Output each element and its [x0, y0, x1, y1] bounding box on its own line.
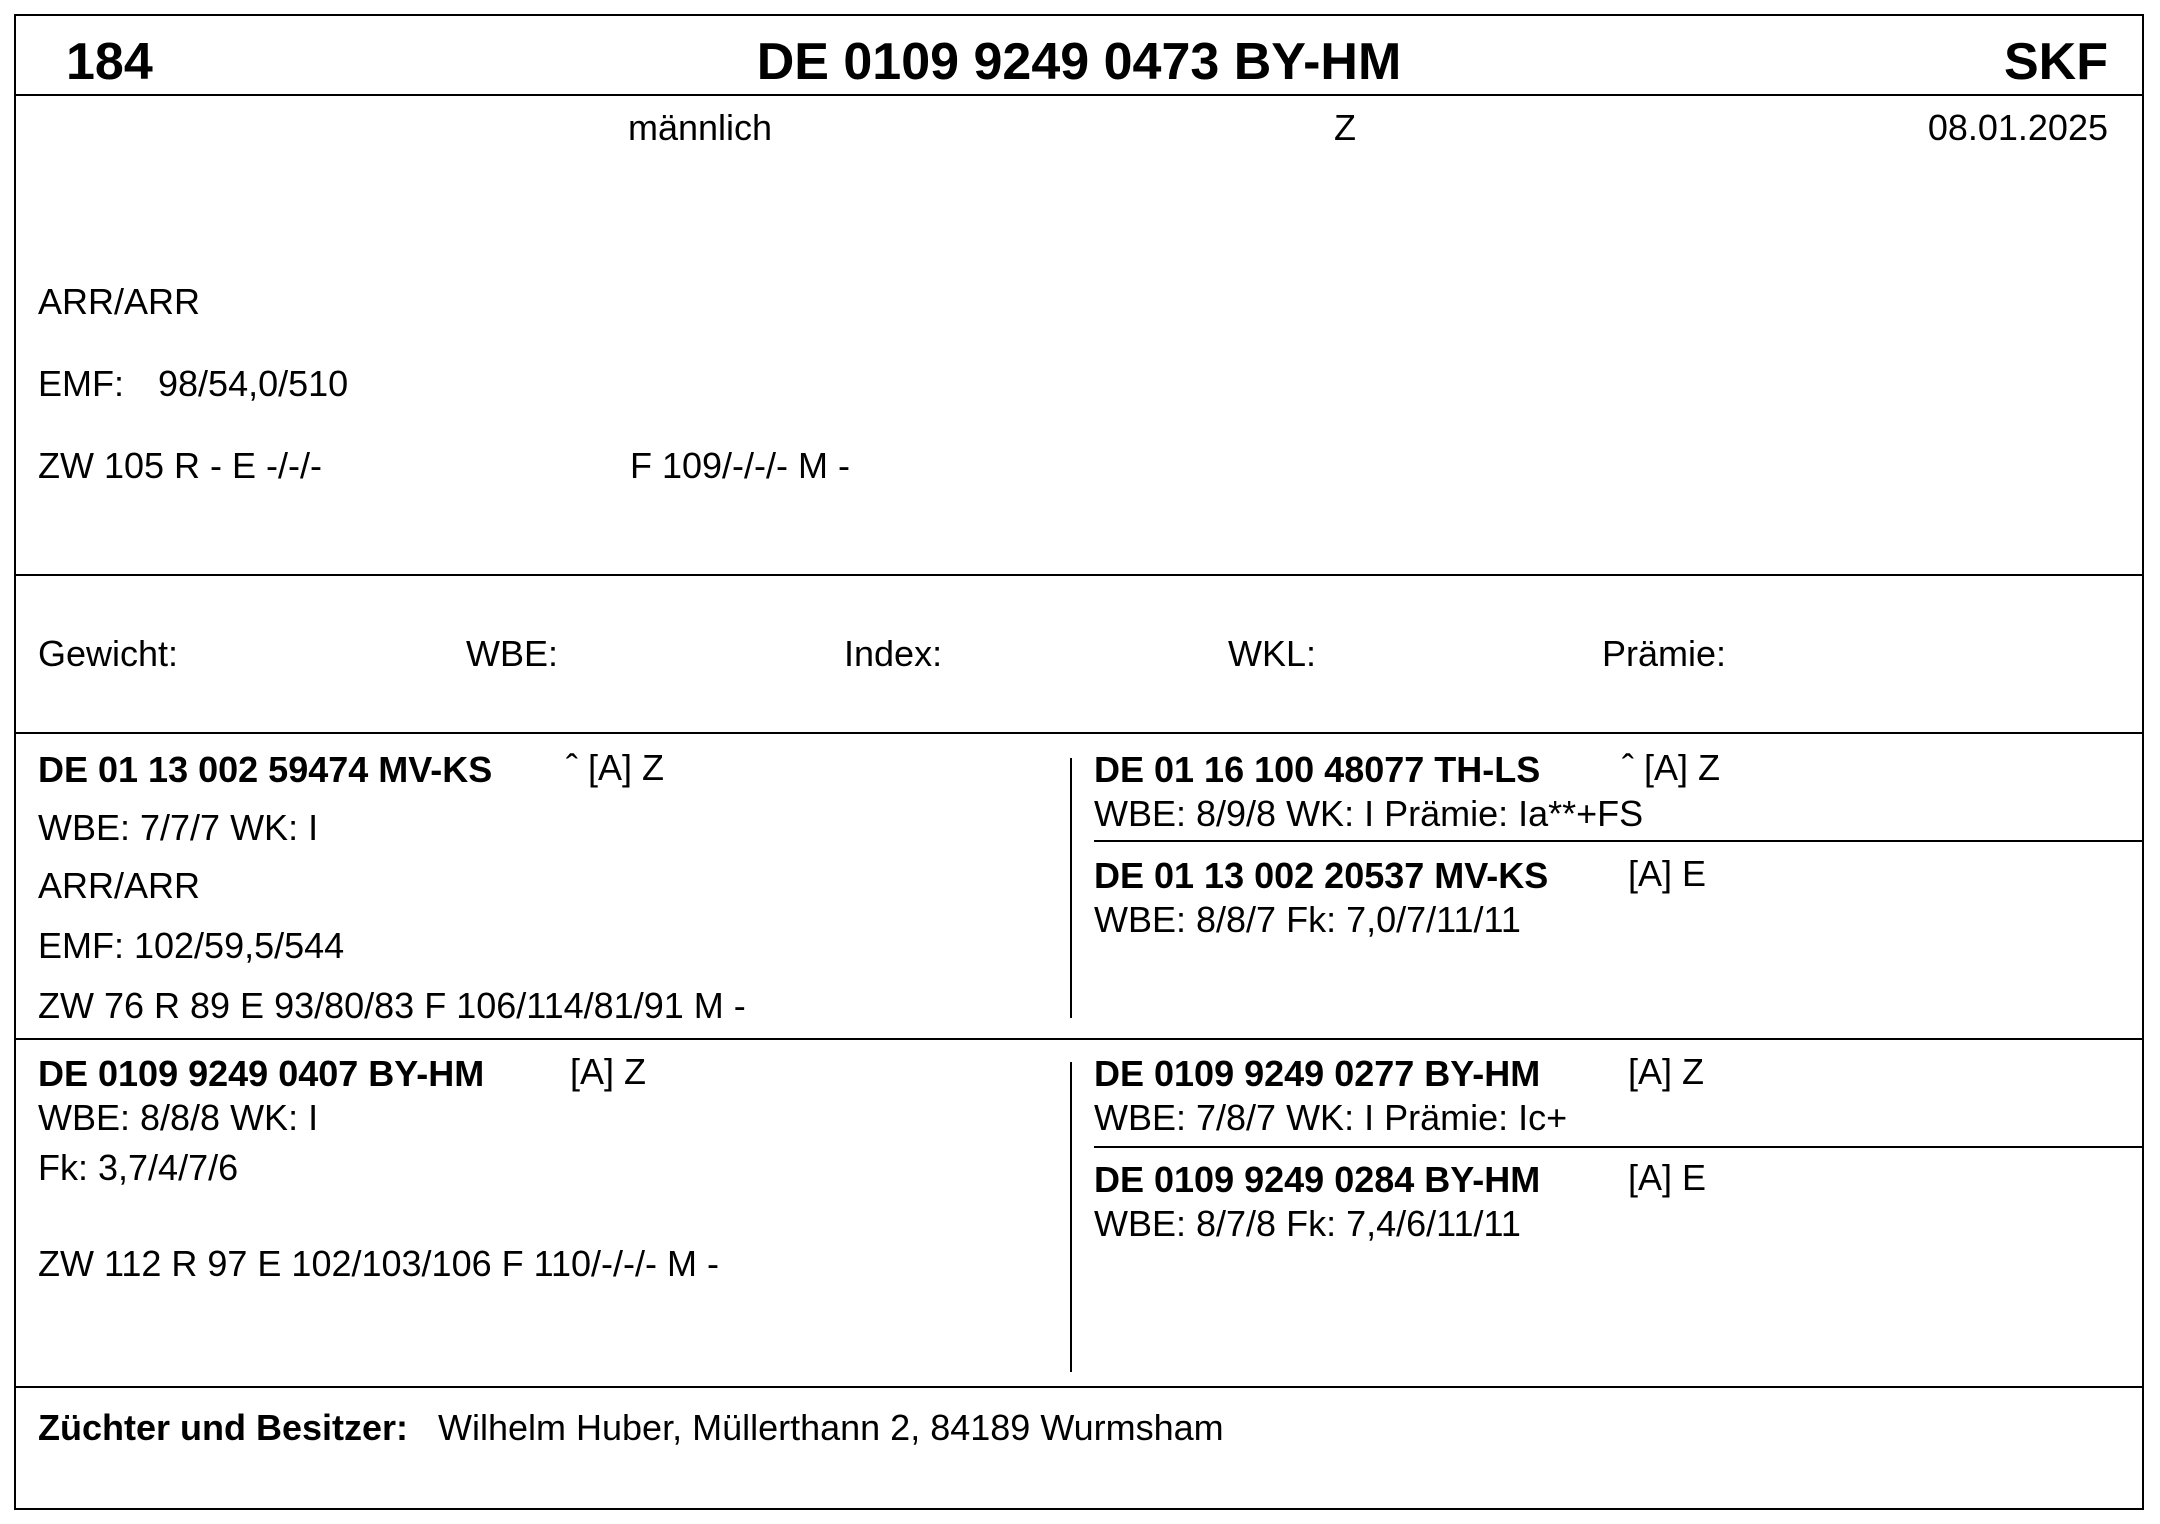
- emf-label: EMF:: [38, 363, 124, 404]
- sire-emf: EMF: 102/59,5/544: [38, 925, 345, 966]
- header-divider: [16, 94, 2142, 96]
- field-wkl: WKL:: [1228, 633, 1317, 674]
- dam-parents-divider: [1094, 1146, 2142, 1148]
- sire-id: DE 01 13 002 59474 MV-KS: [38, 749, 493, 790]
- sire-zw: ZW 76 R 89 E 93/80/83 F 106/114/81/91 M -: [38, 985, 746, 1026]
- breeder-label: Züchter und Besitzer:: [38, 1407, 409, 1448]
- field-praemie: Prämie:: [1602, 633, 1727, 674]
- field-index: Index:: [844, 633, 943, 674]
- dam-dam-id: DE 0109 9249 0284 BY-HM: [1094, 1159, 1541, 1200]
- sire-sire-id: DE 01 16 100 48077 TH-LS: [1094, 749, 1541, 790]
- sire-dam-flags: [A] E: [1628, 853, 1707, 894]
- field-gewicht: Gewicht:: [38, 633, 179, 674]
- dam-sire-wbe: WBE: 7/8/7 WK: I Prämie: Ic+: [1094, 1097, 1568, 1138]
- sire-dam-wbe: WBE: 8/8/7 Fk: 7,0/7/11/11: [1094, 899, 1521, 940]
- emf-value: 98/54,0/510: [158, 363, 349, 404]
- sire-wbe: WBE: 7/7/7 WK: I: [38, 807, 319, 848]
- dam-flags: [A] Z: [570, 1051, 647, 1092]
- dam-wbe: WBE: 8/8/8 WK: I: [38, 1097, 319, 1138]
- animal-id: DE 0109 9249 0473 BY-HM: [756, 33, 1402, 91]
- f-values: F 109/-/-/- M -: [630, 445, 851, 486]
- zw-values: ZW 105 R - E -/-/-: [38, 445, 323, 486]
- dam-zw: ZW 112 R 97 E 102/103/106 F 110/-/-/- M -: [38, 1243, 719, 1284]
- dam-sire-id: DE 0109 9249 0277 BY-HM: [1094, 1053, 1541, 1094]
- dam-id: DE 0109 9249 0407 BY-HM: [38, 1053, 485, 1094]
- date: 08.01.2025: [1927, 107, 2108, 148]
- field-wbe: WBE:: [466, 633, 559, 674]
- sire-dam-block-divider: [16, 1038, 2142, 1040]
- footer-divider: [16, 1386, 2142, 1388]
- arr-genotype: ARR/ARR: [38, 281, 201, 322]
- sire-parents-divider: [1094, 840, 2142, 842]
- pedigree-card: [14, 14, 2144, 1510]
- dam-fk: Fk: 3,7/4/7/6: [38, 1147, 239, 1188]
- dam-sire-flags: [A] Z: [1628, 1051, 1705, 1092]
- sire-flags: ˆ [A] Z: [566, 747, 664, 788]
- sire-sire-flags: ˆ [A] Z: [1622, 747, 1720, 788]
- info-divider: [16, 574, 2142, 576]
- breeder-value: Wilhelm Huber, Müllerthann 2, 84189 Wurmsham: [438, 1407, 1224, 1448]
- dam-dam-flags: [A] E: [1628, 1157, 1707, 1198]
- status-code: Z: [1334, 107, 1356, 148]
- sex: männlich: [628, 107, 773, 148]
- sire-sire-wbe: WBE: 8/9/8 WK: I Prämie: Ia**+FS: [1094, 793, 1644, 834]
- catalog-number: 184: [66, 33, 153, 91]
- dam-dam-wbe: WBE: 8/7/8 Fk: 7,4/6/11/11: [1094, 1203, 1521, 1244]
- fields-divider: [16, 732, 2142, 734]
- sire-arr: ARR/ARR: [38, 865, 201, 906]
- sire-column-divider: [1070, 758, 1072, 1018]
- breed-code: SKF: [2004, 33, 2108, 91]
- dam-column-divider: [1070, 1062, 1072, 1372]
- sire-dam-id: DE 01 13 002 20537 MV-KS: [1094, 855, 1549, 896]
